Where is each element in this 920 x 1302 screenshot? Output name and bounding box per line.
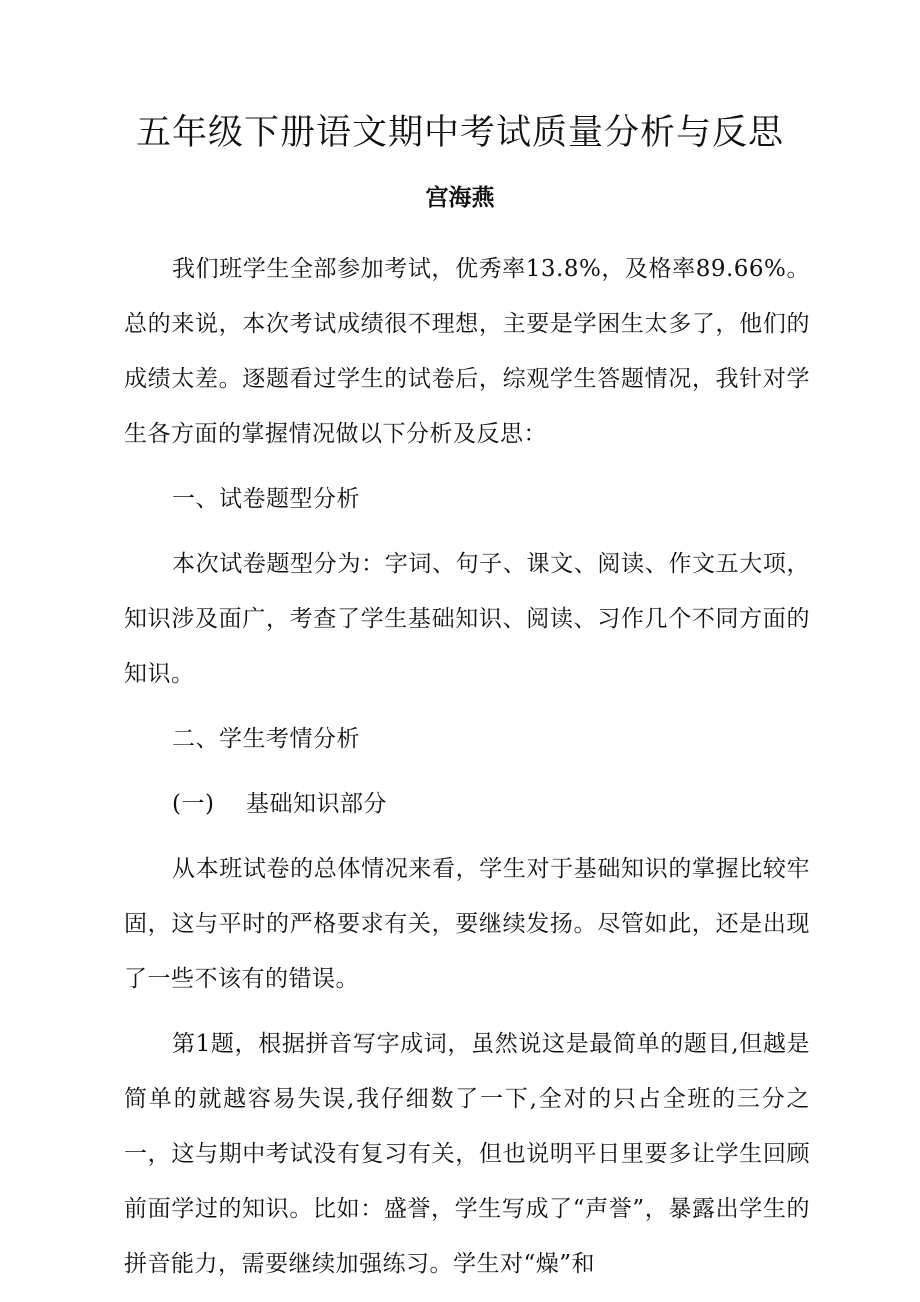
document-author: 宫海燕 — [425, 185, 495, 211]
document-title: 五年级下册语文期中考试质量分析与反思 — [135, 113, 784, 153]
subsection-heading-1 — [124, 777, 810, 832]
section-heading-2: 二、学生考情分析 — [172, 726, 360, 752]
section1-paragraph: 本次试卷题型分为：字词、句子、课文、阅读、作文五大项，知识涉及面广，考查了学生基础知识、阅读、习作几个不同方面的知识。 — [124, 551, 810, 687]
subsection-title: 基础知识部分 — [246, 791, 387, 817]
document-body — [124, 242, 810, 1292]
section2-paragraph-2: 第1题，根据拼音写字成词，虽然说这是最简单的题目,但越是简单的就越容易失误,我仔细数了一下,全对的只占全班的三分之一，这与期中考试没有复习有关，但也说明平日里要多让学生回顾前面学过的知识。比如：盛誉，学生写成了“声誉”，暴露出学生的拼音能力，需要继续加强练习。学生对“燥”和 — [124, 1031, 810, 1277]
section-heading-1: 一、试卷题型分析 — [172, 486, 360, 512]
section2-paragraph-1: 从本班试卷的总体情况来看，学生对于基础知识的掌握比较牢固，这与平时的严格要求有关，要继续发扬。尽管如此，还是出现了一些不该有的错误。 — [124, 856, 810, 992]
subsection-number: (一) — [172, 791, 215, 817]
intro-paragraph: 我们班学生全部参加考试，优秀率13.8%，及格率89.66%。总的来说，本次考试成绩很不理想，主要是学困生太多了，他们的成绩太差。逐题看过学生的试卷后，综观学生答题情况，我针对学生各方面的掌握情况做以下分析及反思： — [124, 256, 810, 447]
